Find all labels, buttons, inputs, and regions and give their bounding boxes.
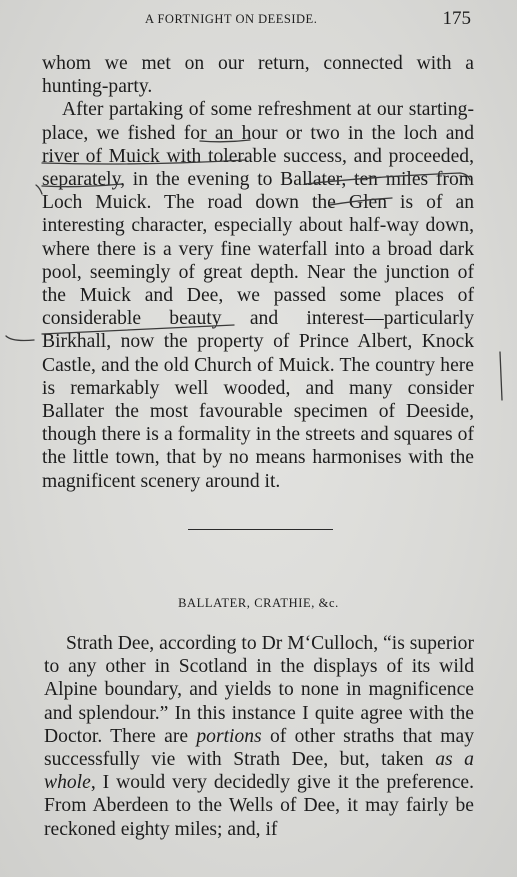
section-heading: BALLATER, CRATHIE, &c. [178,596,339,610]
margin-arrow-birkhall [6,336,34,341]
paragraph-2 [44,632,474,841]
paragraph-1-continuation: whom we met on our return, connected with a hunting-party. [42,53,474,98]
paragraph-2-text-c: , I would very decidedly give it the preference. From Aberdeen to the Wells of Dee, it may fairly be reckoned eighty miles; and, if [44,772,474,840]
paragraph-1 [42,52,474,493]
running-head: A FORTNIGHT ON DEESIDE. [145,12,318,26]
page-number: 175 [442,8,471,29]
section-divider [188,529,333,530]
paragraph-2-text-a: Strath Dee, according to Dr M‘Culloch, “is superior to any other in Scotland in the displays of its wild Alpine boundary, and yields to none in magnificence and splendour.” In this instance I quite agree with the Doctor. There are [44,633,474,747]
paragraph-1-body: After partaking of some refreshment at our starting-place, we fished for an hour or two in the loch and river of Muick with tolerable success, and proceeded, separately, in the evening to Ballater, ten miles from Loch Muick. The road down the Glen is of an interesting character, especially about half-way down, where there is a very fine waterfall into a broad dark pool, seemingly of great depth. Near the junction of the Muick and Dee, we passed some places of considerable beauty and interest—particularly Birkhall, now the property of Prince Albert, Knock Castle, and the old Church of Muick. The country here is remarkably well wooded, and many consider Ballater the most favourable specimen of Deeside, though there is a formality in the streets and squares of the little town, that by no means harmonises with the magnificent scenery around it. [42,99,474,492]
paragraph-2-italic-portions: portions [196,725,262,747]
margin-tick-right [500,352,502,400]
paragraph-2-italic-whole: as a whole [44,749,474,794]
paragraph-2-body [44,632,474,841]
paragraph-2-text-b: of other straths that may successfully vie with Strath Dee, but, taken [44,725,474,771]
